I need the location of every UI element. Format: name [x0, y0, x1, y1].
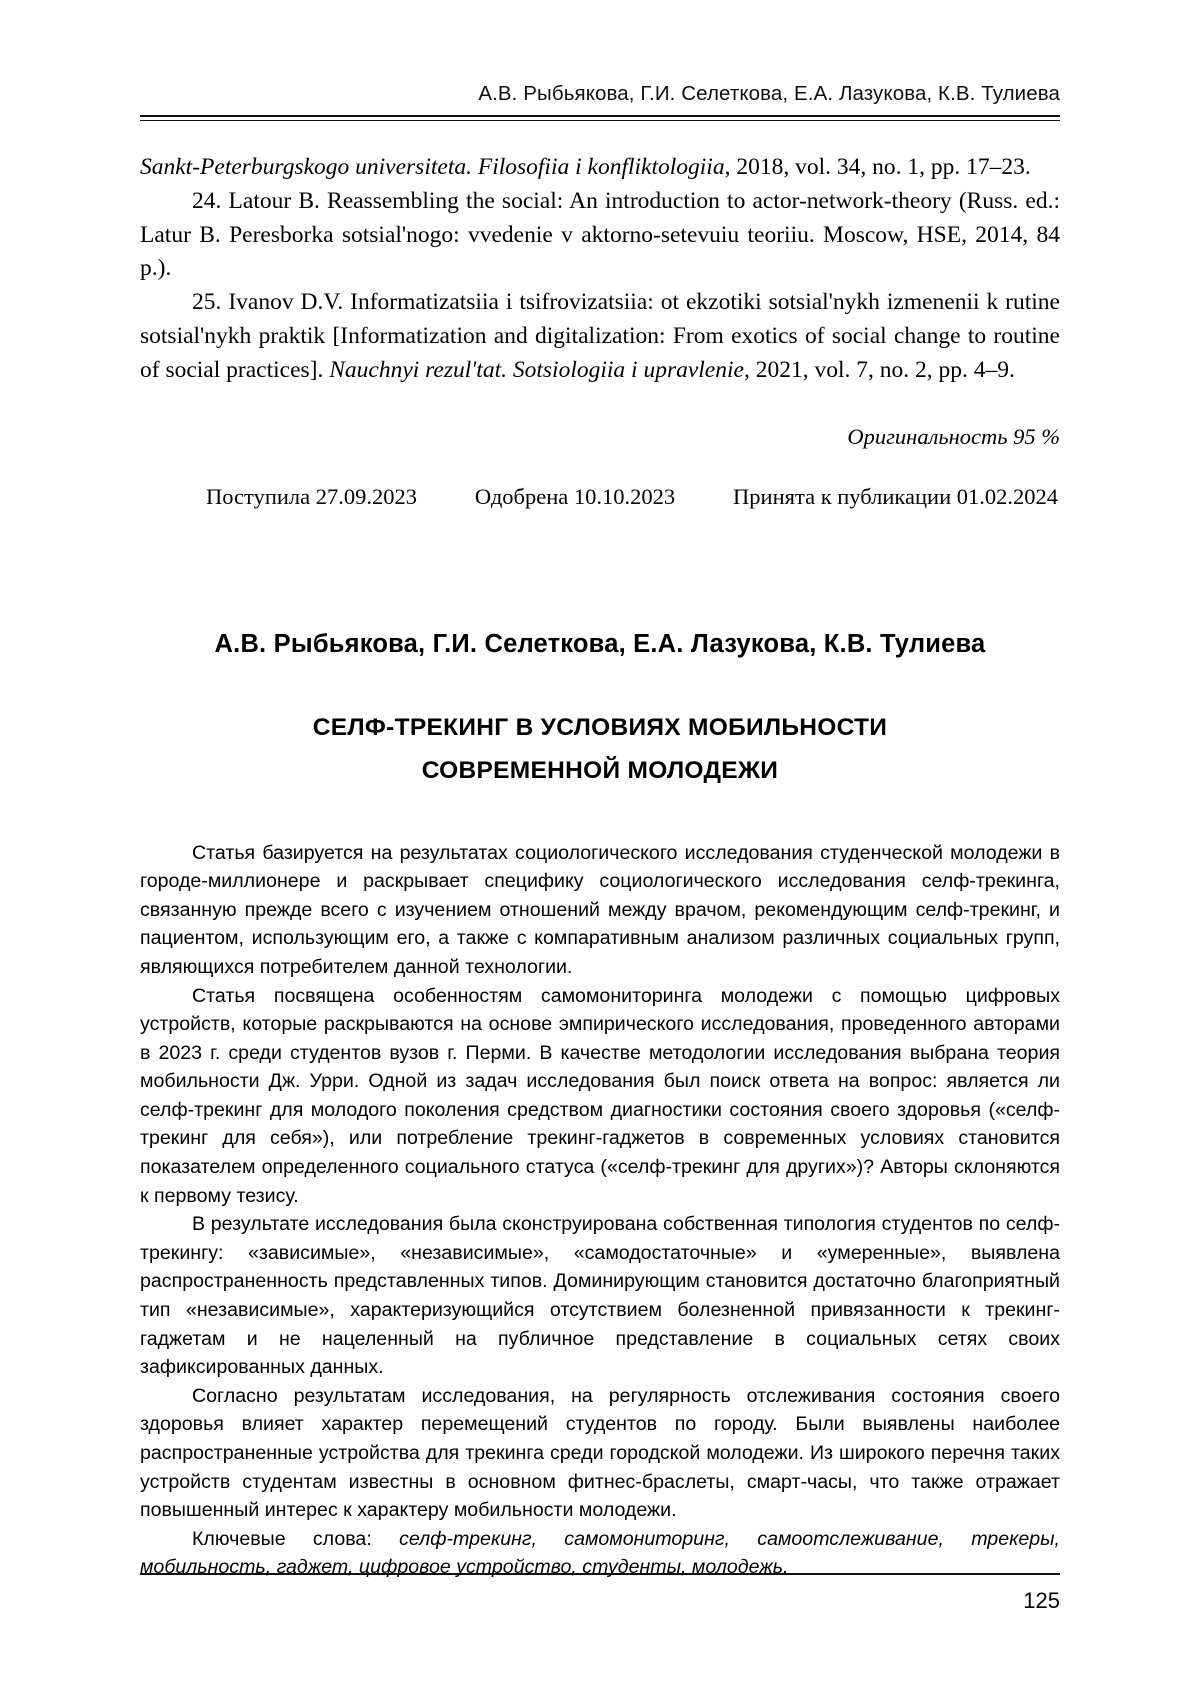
article-title-line-1: СЕЛФ-ТРЕКИНГ В УСЛОВИЯХ МОБИЛЬНОСТИ [312, 713, 888, 741]
footer-divider [140, 1573, 1060, 1575]
date-received: Поступила 27.09.2023 [206, 483, 418, 509]
publication-dates [140, 484, 1060, 510]
abstract-paragraph: Согласно результатам исследования, на регулярность отслеживания состояния своего здоровья влияет характер перемещений студентов по городу. Были выявлены наиболее распространенные устройства для трекинга среди городской молодежи. Из широкого перечня таких устройств студентам известны в основном фитнес-браслеты, смарт-часы, что также отражает повышенный интерес к характеру мобильности молодежи. [140, 1384, 1060, 1522]
reference-entry-24: 24. Latour B. Reassembling the social: An introduction to actor-network-theory (Russ. ed.: Latur B. Peresborka sotsial'nogo: vvedenie v aktorno-setevuiu teoriiu. Moscow, HSE, 2014, 84 p.). [140, 187, 1060, 282]
abstract-paragraph: Статья базируется на результатах социологического исследования студенческой молодежи в городе-миллионере и раскрывает специфику социологического исследования селф-трекинга, связанную прежде всего с изучением отношений между врачом, рекомендующим селф-трекинг, и пациентом, использующим его, а также с компаративным анализом различных социальных групп, являющихся потребителем данной технологии. [140, 841, 1060, 978]
article-title [140, 707, 1060, 793]
article-abstract [140, 839, 1060, 1582]
originality-note: Оригинальность 95 % [847, 423, 1060, 449]
reference-entry-25-part1: 25. Ivanov D.V. Informatizatsiia i tsifrovizatsiia: ot ekzotiki sotsial'nykh izmenenii k rutine sotsial'nykh praktik [Informatization and digitalization: From exotics of social change to routine of social practices]. [140, 289, 1060, 383]
reference-entry-25-journal: Nauchnyi rezul'tat. Sotsiologiia i upravlenie [329, 356, 744, 383]
page-number: 125 [1023, 1588, 1060, 1613]
article-authors: А.В. Рыбьякова, Г.И. Селеткова, Е.А. Лазукова, К.В. Тулиева [214, 629, 986, 658]
running-head: А.В. Рыбьякова, Г.И. Селеткова, Е.А. Лазукова, К.В. Тулиева [478, 82, 1060, 105]
date-accepted: Принята к публикации 01.02.2024 [733, 483, 1058, 509]
abstract-paragraph: В результате исследования была сконструирована собственная типология студентов по селф-трекингу: «зависимые», «независимые», «самодостаточные» и «умеренные», выявлена распространенность представленных типов. Доминирующим становится достаточно благоприятный тип «независимые», характеризующийся отсутствием болезненной привязанности к трекинг-гаджетам и не нацеленный на публичное представление в социальных сетях своих зафиксированных данных. [140, 1213, 1060, 1379]
abstract-paragraph: Статья посвящена особенностям самомониторинга молодежи с помощью цифровых устройств, которые раскрываются на основе эмпирического исследования, проведенного авторами в 2023 г. среди студентов вузов г. Перми. В качестве методологии исследования выбрана теория мобильности Дж. Урри. Одной из задач исследования был поиск ответа на вопрос: является ли селф-трекинг для молодого поколения средством диагностики состояния своего здоровья («селф-трекинг для себя»), или потребление трекинг-гаджетов в современных условиях становится показателем определенного социального статуса («селф-трекинг для других»)? Авторы склоняются к первому тезису. [140, 984, 1060, 1207]
keywords-label: Ключевые слова: [192, 1527, 400, 1550]
reference-continued [140, 151, 1060, 185]
article-title-line-2: СОВРЕМЕННОЙ МОЛОДЕЖИ [421, 756, 779, 784]
reference-continued-rest: , 2018, vol. 34, no. 1, pp. 17–23. [724, 154, 1031, 180]
reference-continued-italic: Sankt-Peterburgskogo universiteta. Filosofiia i konfliktologiia [140, 154, 725, 180]
reference-entry-25-part2: , 2021, vol. 7, no. 2, pp. 4–9. [743, 356, 1015, 383]
page-content [140, 0, 1060, 1582]
header-divider [140, 115, 1060, 121]
keywords-value: селф-трекинг, самомониторинг, самоотслеживание, трекеры, мобильность, гаджет, цифровое устройство, студенты, молодежь. [140, 1527, 1060, 1579]
reference-entry-25 [140, 286, 1060, 387]
date-approved: Одобрена 10.10.2023 [474, 483, 676, 509]
references-section [140, 151, 1060, 388]
